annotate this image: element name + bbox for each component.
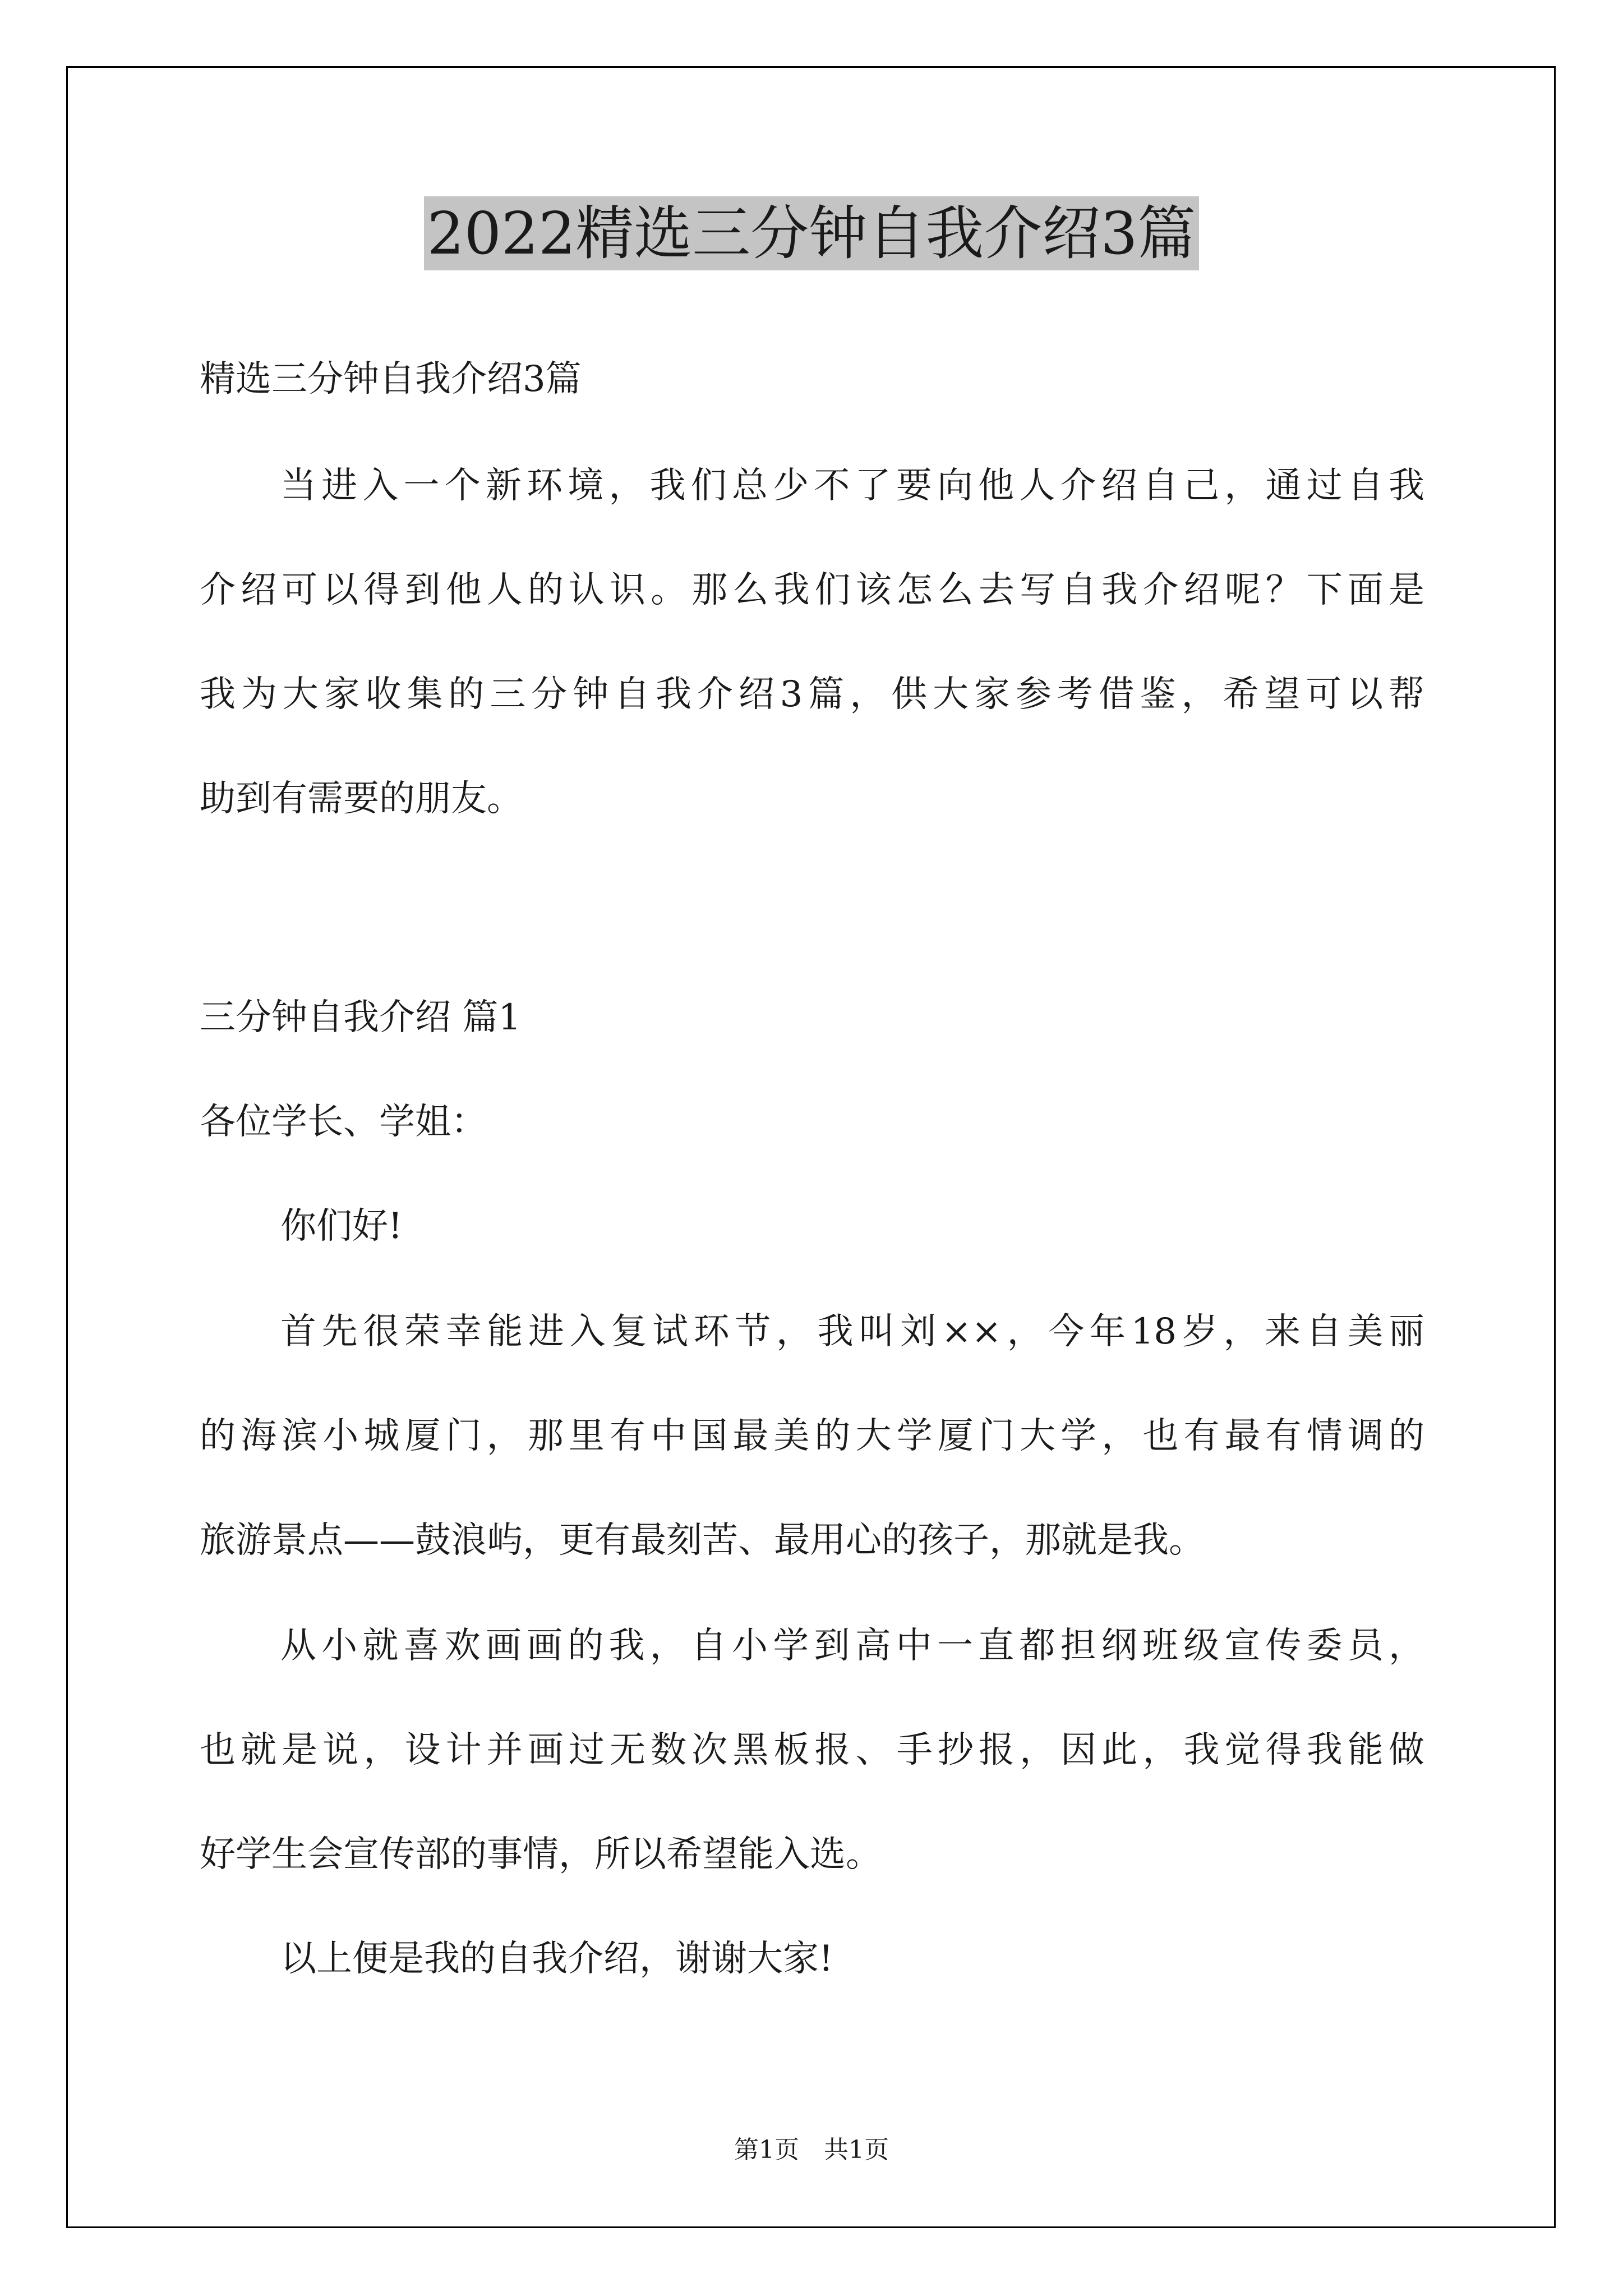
document-subtitle: 精选三分钟自我介绍3篇 <box>200 358 582 400</box>
para1-line-2: 的海滨小城厦门，那里有中国最美的大学厦门大学，也有最有情调的 <box>200 1415 1424 1457</box>
para2-line-3: 好学生会宣传部的事情，所以希望能入选。 <box>200 1834 882 1875</box>
document-title <box>0 196 1623 270</box>
intro-line-3: 我为大家收集的三分钟自我介绍3篇，供大家参考借鉴，希望可以帮 <box>200 674 1424 715</box>
closing-line: 以上便是我的自我介绍，谢谢大家! <box>280 1938 833 1980</box>
para1-line-3: 旅游景点——鼓浪屿，更有最刻苦、最用心的孩子，那就是我。 <box>200 1520 1205 1561</box>
page-footer: 第1页 共1页 <box>734 2136 889 2164</box>
para2-line-2: 也就是说，设计并画过无数次黑板报、手抄报，因此，我觉得我能做 <box>200 1729 1424 1771</box>
intro-line-1: 当进入一个新环境，我们总少不了要向他人介绍自己，通过自我 <box>280 465 1424 507</box>
section-heading: 三分钟自我介绍 篇1 <box>200 997 522 1038</box>
intro-line-2: 介绍可以得到他人的认识。那么我们该怎么去写自我介绍呢？下面是 <box>200 569 1424 611</box>
para2-line-1: 从小就喜欢画画的我，自小学到高中一直都担纲班级宣传委员， <box>280 1625 1424 1667</box>
document-title-text: 2022精选三分钟自我介绍3篇 <box>424 196 1200 270</box>
para1-line-1: 首先很荣幸能进入复试环节，我叫刘××，今年18岁，来自美丽 <box>280 1311 1424 1352</box>
intro-line-4: 助到有需要的朋友。 <box>200 778 523 820</box>
salutation: 各位学长、学姐： <box>200 1101 487 1143</box>
greeting: 你们好! <box>280 1205 403 1247</box>
